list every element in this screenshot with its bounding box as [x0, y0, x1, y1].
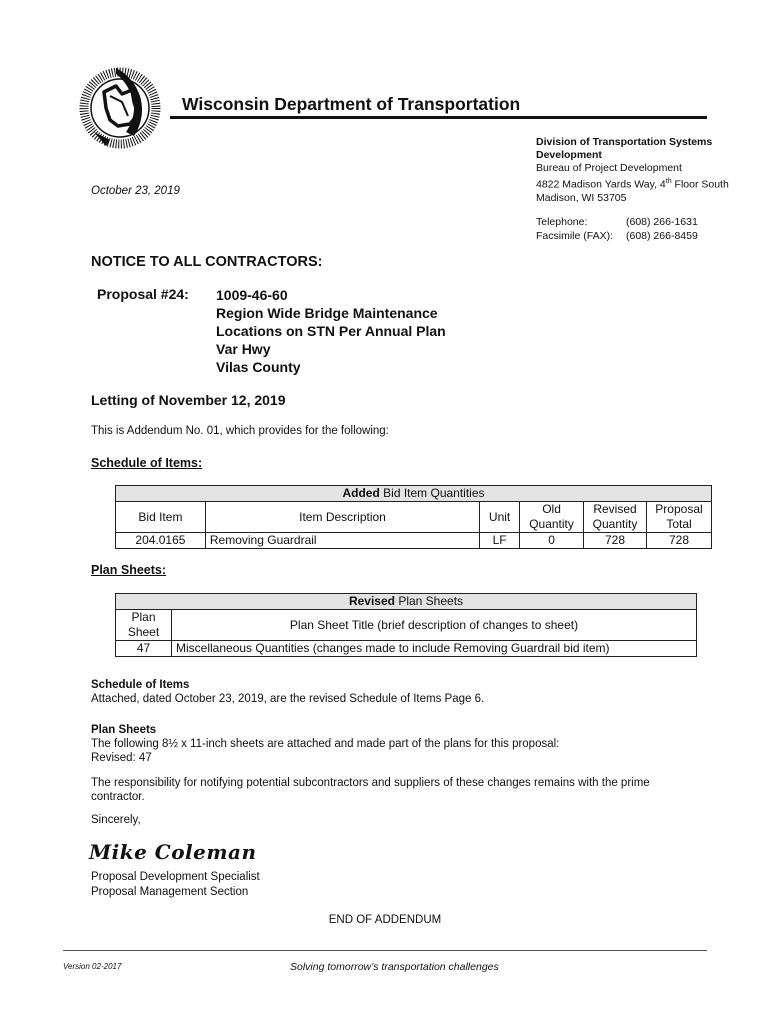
column-header: Plan Sheet Title (brief description of changes to sheet): [172, 610, 697, 641]
bureau-name: Bureau of Project Development: [536, 162, 682, 174]
column-header: Bid Item: [116, 502, 206, 533]
proposal-details: [216, 286, 446, 376]
column-header: Old Quantity: [520, 502, 584, 533]
end-of-addendum: END OF ADDENDUM: [328, 914, 442, 926]
table-header-row: [116, 610, 697, 641]
version-label: Version 02-2017: [63, 962, 122, 971]
table-cell: 204.0165: [116, 533, 206, 549]
signer-title: Proposal Development Specialist: [91, 871, 260, 883]
proposal-line: Region Wide Bridge Maintenance: [216, 305, 438, 321]
agency-title: Wisconsin Department of Transportation: [182, 94, 521, 114]
schedule-section-text: Attached, dated October 23, 2019, are the revised Schedule of Items Page 6.: [91, 693, 485, 705]
table-cell: 0: [520, 533, 584, 549]
signer-section: Proposal Management Section: [91, 886, 249, 898]
wisdot-logo: [70, 62, 174, 158]
table-cell: LF: [480, 533, 520, 549]
division-address-block: [536, 136, 761, 205]
table-cell: 47: [116, 641, 172, 657]
wisdot-seal-icon: [70, 62, 174, 158]
plan-sheets-heading: Plan Sheets:: [91, 563, 167, 577]
title-divider: [170, 116, 707, 119]
signer-block: [91, 870, 260, 900]
column-header: Revised Quantity: [584, 502, 647, 533]
footer-divider: [63, 950, 707, 951]
schedule-heading: Schedule of Items:: [91, 456, 203, 470]
plan-sheets-revised: Revised: 47: [91, 752, 152, 764]
proposal-line: Locations on STN Per Annual Plan: [216, 323, 446, 339]
plan-sheets-section-title: Plan Sheets: [91, 724, 157, 736]
division-name-line1: Division of Transportation Systems: [536, 136, 713, 148]
proposal-label: Proposal #24:: [97, 286, 189, 302]
document-date: October 23, 2019: [91, 185, 180, 197]
addendum-intro: This is Addendum No. 01, which provides for the following:: [91, 425, 389, 437]
proposal-line: Vilas County: [216, 359, 301, 375]
signature: Mike Coleman: [89, 840, 257, 864]
telephone-row: [536, 215, 698, 229]
city-address: Madison, WI 53705: [536, 191, 627, 204]
schedule-section-title: Schedule of Items: [91, 679, 190, 691]
telephone-label: Telephone:: [536, 216, 588, 228]
schedule-section: [91, 678, 691, 706]
table-cell: 728: [584, 533, 647, 549]
column-header: Item Description: [205, 502, 479, 533]
closing-text: Sincerely,: [91, 814, 141, 826]
footer-tagline: Solving tomorrow’s transportation challenges: [290, 961, 499, 973]
proposal-line: Var Hwy: [216, 341, 271, 357]
column-header: Unit: [480, 502, 520, 533]
bid-item-table: [115, 485, 712, 549]
column-header: Plan Sheet: [116, 610, 172, 641]
telephone-number: (608) 266-1631: [626, 216, 698, 228]
table-caption-row: [116, 486, 712, 502]
fax-row: [536, 229, 698, 243]
plan-sheets-section-text: The following 8½ x 11-inch sheets are attached and made part of the plans for this proposal:: [91, 738, 560, 750]
table-cell: Removing Guardrail: [205, 533, 479, 549]
table-caption-row: [116, 594, 697, 610]
table-row: [116, 533, 712, 549]
table-caption: Revised Plan Sheets: [116, 594, 697, 610]
fax-label: Facsimile (FAX):: [536, 230, 614, 242]
table-cell: Miscellaneous Quantities (changes made to include Removing Guardrail bid item): [172, 641, 697, 657]
notice-heading: NOTICE TO ALL CONTRACTORS:: [91, 254, 323, 270]
division-name-line2: Development: [536, 149, 602, 161]
proposal-number: 1009-46-60: [216, 287, 288, 303]
street-address: 4822 Madison Yards Way, 4th Floor South: [536, 178, 729, 191]
table-header-row: [116, 502, 712, 533]
letting-heading: Letting of November 12, 2019: [91, 392, 286, 408]
plan-sheet-table: [115, 593, 697, 657]
contact-block: [536, 215, 698, 243]
plan-sheets-section: [91, 723, 691, 765]
responsibility-text: The responsibility for notifying potential subcontractors and suppliers of these changes remains with the prime contractor.: [91, 777, 650, 803]
table-caption: Added Bid Item Quantities: [116, 486, 712, 502]
column-header: Proposal Total: [646, 502, 711, 533]
table-cell: 728: [646, 533, 711, 549]
fax-number: (608) 266-8459: [626, 230, 698, 242]
table-row: [116, 641, 697, 657]
